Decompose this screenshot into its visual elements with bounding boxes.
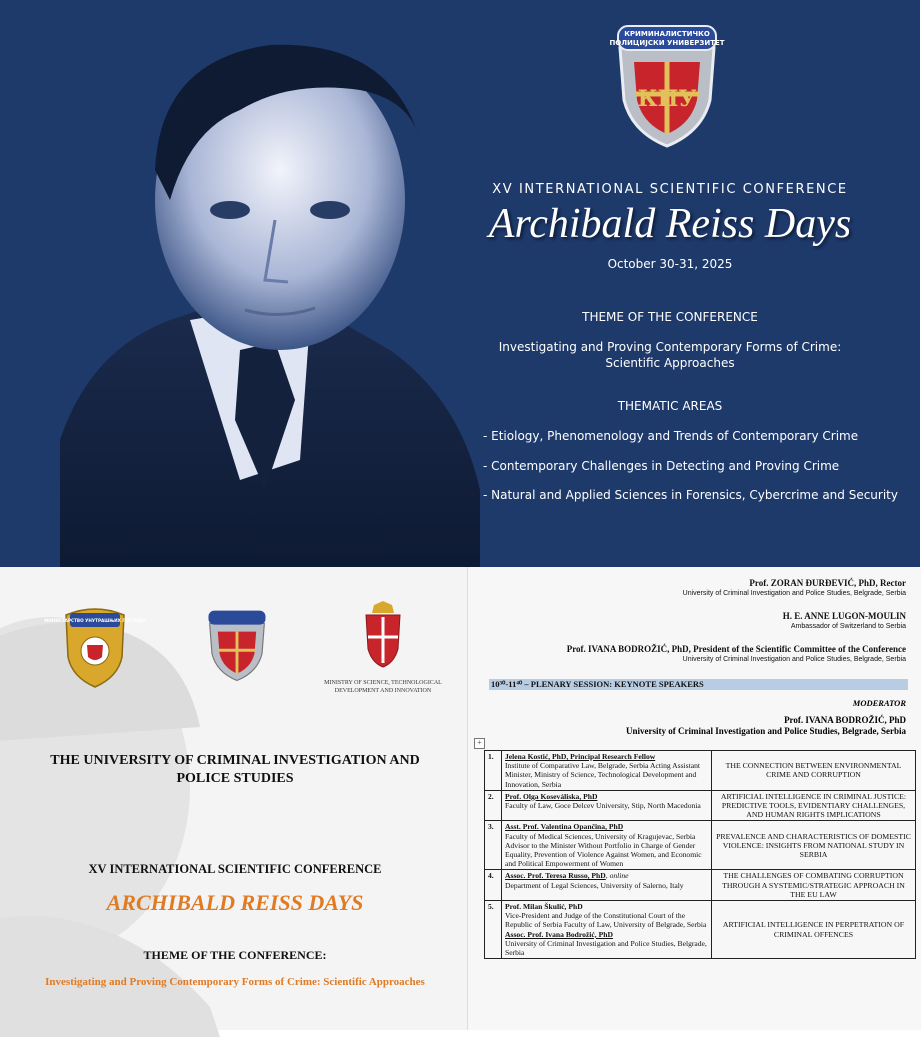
table-row — [485, 821, 916, 870]
thematic-area-2: - Contemporary Challenges in Detecting and Proving Crime — [483, 459, 840, 473]
online-note: , online — [605, 871, 629, 881]
talk-title: THE CHALLENGES OF COMBATING CORRUPTION THROUGH A SYSTEMIC/STRATEGIC APPROACH IN THE EU LAW — [712, 870, 916, 901]
crest-text-line-1: КРИМИНАЛИСТИЧКО — [624, 30, 710, 38]
speaker-1-affiliation: University of Criminal Investigation and Police Studies, Belgrade, Serbia — [682, 590, 906, 597]
cover-theme-label: THEME OF THE CONFERENCE: — [143, 948, 327, 962]
row-speaker — [502, 901, 712, 959]
speaker-details: Faculty of Law, Goce Delcev University, Stip, North Macedonia — [505, 801, 701, 811]
speaker-2 — [783, 611, 906, 631]
speaker-2-name: H. E. ANNE LUGON-MOULIN — [782, 611, 906, 621]
speaker-2-affiliation: Ambassador of Switzerland to Serbia — [790, 623, 906, 630]
thematic-area-1: - Etiology, Phenomenology and Trends of Contemporary Crime — [483, 429, 859, 443]
speaker-name: Asst. Prof. Valentina Opančina, PhD — [505, 822, 624, 832]
speaker-details: Vice-President and Judge of the Constitutional Court of the Republic of Serbia Faculty of Law, University of Belgrade, Serbia — [505, 911, 707, 930]
cover-title: ARCHIBALD REISS DAYS — [106, 890, 364, 915]
moderator-name: Prof. IVANA BODROŽIĆ, PhD — [784, 715, 906, 725]
conference-title: Archibald Reiss Days — [488, 201, 852, 247]
theme-text: Investigating and Proving Contemporary Forms of Crime: Scientific Approaches — [498, 340, 842, 370]
table-move-handle-icon[interactable]: + — [474, 738, 485, 749]
serbia-coat-of-arms — [360, 599, 406, 669]
theme-label: THEME OF THE CONFERENCE — [582, 310, 758, 324]
row-number: 5. — [485, 901, 502, 959]
crest-letters: КПУ — [637, 86, 697, 112]
speaker-1-name: Prof. ZORAN ĐURĐEVIĆ, PhD, Rector — [749, 578, 906, 588]
speaker-3-name: Prof. IVANA BODROŽIĆ, PhD, President of the Scientific Committee of the Conference — [566, 644, 906, 654]
talk-title: ARTIFICIAL INTELLIGENCE IN CRIMINAL JUSTICE: PREDICTIVE TOOLS, EVIDENTIARY CHALLENGES, AND HUMAN RIGHTS IMPLICATIONS — [712, 790, 916, 821]
thematic-area-3: - Natural and Applied Sciences in Forensics, Cybercrime and Security — [483, 488, 898, 502]
co-speaker-details: University of Criminal Investigation and Police Studies, Belgrade, Serbia — [505, 938, 707, 958]
talk-title: PREVALENCE AND CHARACTERISTICS OF DOMESTIC VIOLENCE: INSIGHTS FROM NATIONAL STUDY IN SERBIA — [712, 821, 916, 870]
talk-title: ARTIFICIAL INTELLIGENCE IN PERPETRATION OF CRIMINAL OFFENCES — [712, 901, 916, 959]
areas-label: THEMATIC AREAS — [617, 399, 723, 413]
conference-edition: XV INTERNATIONAL SCIENTIFIC CONFERENCE — [492, 182, 848, 197]
police-badge-logo — [44, 605, 146, 689]
speaker-name: Prof. Olga Koseváliska, PhD — [505, 791, 598, 801]
university-crest-logo — [609, 20, 725, 150]
moderator-label: MODERATOR — [852, 698, 906, 708]
cover-theme: Investigating and Proving Contemporary Forms of Crime: Scientific Approaches — [45, 976, 425, 988]
conference-date: October 30-31, 2025 — [607, 257, 733, 271]
university-crest-small — [205, 605, 269, 685]
ministry-name: MINISTRY OF SCIENCE, TECHNOLOGICAL DEVELOPMENT AND INNOVATION — [324, 680, 442, 694]
row-number: 1. — [485, 751, 502, 791]
table-row — [485, 751, 916, 791]
speaker-3-affiliation: University of Criminal Investigation and Police Studies, Belgrade, Serbia — [682, 656, 906, 663]
speaker-name: Jelena Kostić, PhD, Principal Research Fellow — [505, 752, 656, 761]
speaker-name: Assoc. Prof. Teresa Russo, PhD — [505, 871, 606, 881]
speaker-1 — [683, 578, 906, 598]
row-number: 3. — [485, 821, 502, 870]
row-speaker — [502, 790, 712, 821]
speaker-name: Prof. Milan Škulić, PhD — [505, 902, 583, 912]
table-row — [485, 790, 916, 821]
speaker-details: Department of Legal Sciences, University of Salerno, Italy — [505, 880, 684, 890]
police-badge-text: МИНИСТАРСТВО УНУТРАШЊИХ ПОСЛОВА — [44, 618, 146, 623]
co-speaker-name: Assoc. Prof. Ivana Bodrožić, PhD — [505, 929, 613, 939]
row-number: 4. — [485, 870, 502, 901]
row-speaker — [502, 821, 712, 870]
talk-title: THE CONNECTION BETWEEN ENVIRONMENTAL CRIME AND CORRUPTION — [712, 751, 916, 791]
moderator — [626, 715, 906, 737]
table-row — [485, 870, 916, 901]
keynote-table — [484, 750, 916, 959]
moderator-affiliation: University of Criminal Investigation and Police Studies, Belgrade, Serbia — [626, 726, 906, 736]
speaker-3 — [567, 644, 906, 664]
speaker-details: Faculty of Medical Sciences, University of Kragujevac, Serbia Advisor to the Minister Without Portfolio in Charge of Gender Equality, Prevention of Violence Against Women, and Economic and Political Empowerment of Women — [505, 831, 702, 869]
crest-text-line-2: ПОЛИЦИЈСКИ УНИВЕРЗИТЕТ — [609, 39, 725, 47]
university-name: THE UNIVERSITY OF CRIMINAL INVESTIGATION AND POLICE STUDIES — [50, 753, 420, 786]
table-row — [485, 901, 916, 959]
session-heading: 10³⁰-11⁴⁰ – PLENARY SESSION: KEYNOTE SPEAKERS — [489, 679, 908, 690]
portrait-image — [60, 20, 480, 567]
row-speaker — [502, 751, 712, 791]
cover-conference: XV INTERNATIONAL SCIENTIFIC CONFERENCE — [88, 862, 382, 876]
speaker-details: Institute of Comparative Law, Belgrade, Serbia Acting Assistant Minister, Ministry of Science, Technological Development and Innovation, Serbia — [505, 761, 701, 789]
row-number: 2. — [485, 790, 502, 821]
row-speaker — [502, 870, 712, 901]
